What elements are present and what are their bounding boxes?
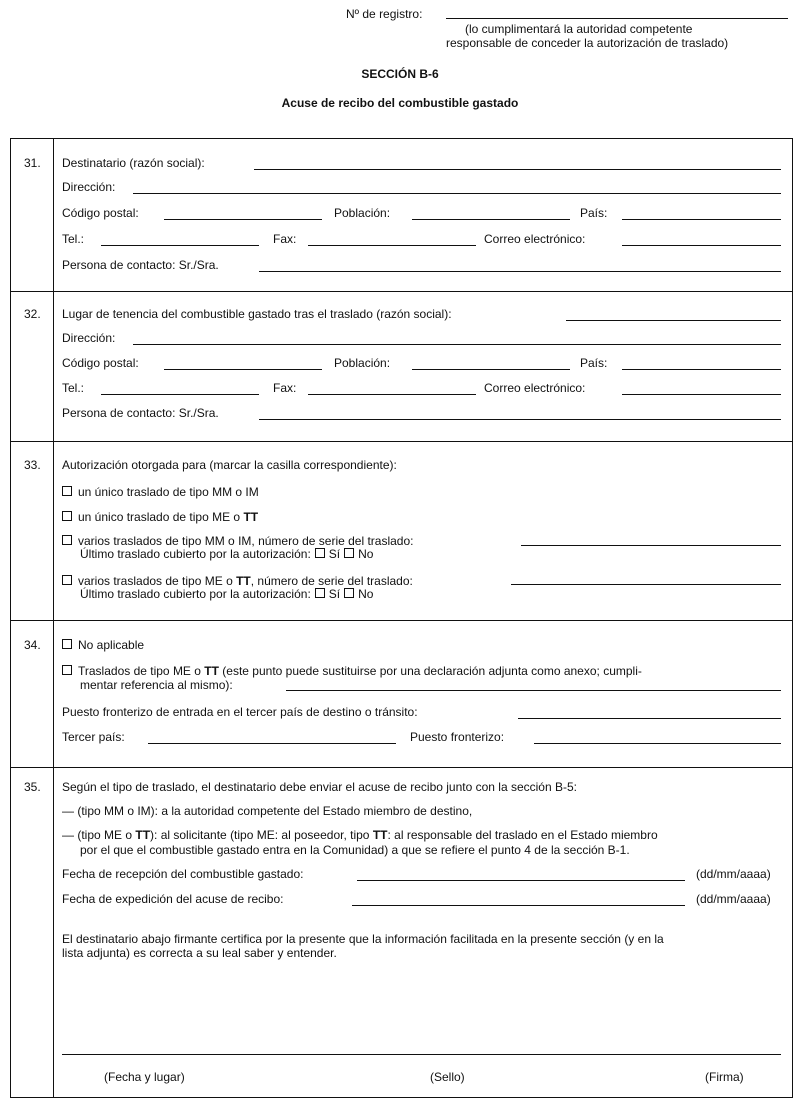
holding-place-label: Lugar de tenencia del combustible gastado tras el traslado (razón social): (62, 307, 452, 321)
city-label: Población: (334, 356, 391, 370)
phone-field[interactable] (101, 394, 259, 395)
no-checkbox[interactable] (344, 588, 354, 598)
receipt-intro: Según el tipo de traslado, el destinatario debe enviar el acuse de recibo junto con la sección B-5: (62, 780, 577, 794)
address-label: Dirección: (62, 180, 116, 194)
postal-code-label: Código postal: (62, 206, 139, 220)
multiple-shipments-me-tt-option[interactable]: varios traslados de tipo ME o TT, número de serie del traslado: (62, 574, 413, 588)
reference-field[interactable] (286, 690, 781, 691)
address-label: Dirección: (62, 331, 116, 345)
last-shipment-row: Último traslado cubierto por la autorización: Sí No (80, 587, 374, 601)
address-field[interactable] (133, 344, 781, 345)
me-tt-shipments-option[interactable]: Traslados de tipo ME o TT (este punto puede sustituirse por una declaración adjunta como anexo; cumpli- (62, 664, 642, 678)
contact-person-label: Persona de contacto: Sr./Sra. (62, 258, 219, 272)
list-item: — (tipo MM o IM): a la autoridad competente del Estado miembro de destino, (62, 804, 473, 818)
address-field[interactable] (133, 193, 781, 194)
section-number: 32. (24, 307, 41, 321)
country-field[interactable] (622, 219, 781, 220)
date-format-hint: (dd/mm/aaaa) (696, 892, 771, 906)
reference-label: mentar referencia al mismo): (80, 678, 233, 692)
city-field[interactable] (412, 369, 570, 370)
phone-label: Tel.: (62, 381, 85, 395)
yes-checkbox[interactable] (315, 588, 325, 598)
holding-place-field[interactable] (566, 320, 781, 321)
list-item-continuation: por el que el combustible gastado entra en la Comunidad) a que se refiere el punto 4 de la sección B-1. (80, 843, 630, 857)
authorization-intro: Autorización otorgada para (marcar la casilla correspondiente): (62, 458, 397, 472)
registration-note-2: responsable de conceder la autorización de traslado) (446, 36, 729, 50)
registration-label: Nº de registro: (346, 7, 423, 21)
country-label: País: (580, 206, 608, 220)
section-number: 33. (24, 458, 41, 472)
section-divider (10, 767, 793, 768)
border-post-field[interactable] (534, 743, 781, 744)
contact-person-field[interactable] (259, 419, 781, 420)
section-number: 31. (24, 156, 41, 170)
email-label: Correo electrónico: (484, 232, 586, 246)
contact-person-field[interactable] (259, 271, 781, 272)
multiple-shipments-mm-im-option[interactable]: varios traslados de tipo MM o IM, número de serie del traslado: (62, 534, 413, 548)
list-item: — (tipo ME o TT): al solicitante (tipo ME: al poseedor, tipo TT: al responsable del traslado en el Estado miembro (62, 828, 658, 842)
section-number: 34. (24, 638, 41, 652)
registration-number-field[interactable] (446, 18, 788, 19)
border-entry-label: Puesto fronterizo de entrada en el tercer país de destino o tránsito: (62, 705, 418, 719)
fax-label: Fax: (273, 381, 297, 395)
no-checkbox[interactable] (344, 548, 354, 558)
issue-date-field[interactable] (352, 905, 685, 906)
third-country-field[interactable] (148, 743, 396, 744)
fax-label: Fax: (273, 232, 297, 246)
single-shipment-mm-im-option[interactable]: un único traslado de tipo MM o IM (62, 485, 259, 499)
phone-field[interactable] (101, 245, 259, 246)
checkbox[interactable] (62, 575, 72, 585)
third-country-label: Tercer país: (62, 730, 125, 744)
signature-caption: (Firma) (705, 1070, 744, 1084)
receipt-date-field[interactable] (357, 880, 685, 881)
number-column-divider (53, 138, 54, 1098)
postal-code-label: Código postal: (62, 356, 139, 370)
serial-number-field[interactable] (521, 545, 781, 546)
country-field[interactable] (622, 369, 781, 370)
section-divider (10, 441, 793, 442)
certification-text: lista adjunta) es correcta a su leal saber y entender. (62, 946, 337, 960)
checkbox[interactable] (62, 665, 72, 675)
postal-code-field[interactable] (164, 219, 322, 220)
checkbox[interactable] (62, 535, 72, 545)
checkbox[interactable] (62, 639, 72, 649)
date-format-hint: (dd/mm/aaaa) (696, 867, 771, 881)
border-post-label: Puesto fronterizo: (410, 730, 505, 744)
section-divider (10, 291, 793, 292)
not-applicable-option[interactable]: No aplicable (62, 638, 144, 652)
section-divider (10, 620, 793, 621)
signature-line[interactable] (62, 1054, 781, 1055)
fax-field[interactable] (308, 245, 476, 246)
addressee-field[interactable] (254, 169, 781, 170)
city-field[interactable] (412, 219, 570, 220)
checkbox[interactable] (62, 486, 72, 496)
border-entry-field[interactable] (518, 718, 781, 719)
country-label: País: (580, 356, 608, 370)
yes-checkbox[interactable] (315, 548, 325, 558)
checkbox[interactable] (62, 511, 72, 521)
page-subtitle: Acuse de recibo del combustible gastado (281, 96, 519, 110)
section-title: SECCIÓN B-6 (361, 67, 439, 81)
contact-person-label: Persona de contacto: Sr./Sra. (62, 406, 219, 420)
email-field[interactable] (622, 394, 781, 395)
registration-note-1: (lo cumplimentará la autoridad competente (465, 22, 693, 36)
email-label: Correo electrónico: (484, 381, 586, 395)
postal-code-field[interactable] (164, 369, 322, 370)
addressee-label: Destinatario (razón social): (62, 156, 205, 170)
issue-date-label: Fecha de expedición del acuse de recibo: (62, 892, 284, 906)
date-place-caption: (Fecha y lugar) (104, 1070, 185, 1084)
phone-label: Tel.: (62, 232, 85, 246)
receipt-date-label: Fecha de recepción del combustible gastado: (62, 867, 304, 881)
serial-number-field[interactable] (511, 584, 781, 585)
last-shipment-row: Último traslado cubierto por la autorización: Sí No (80, 547, 374, 561)
section-number: 35. (24, 780, 41, 794)
certification-text: El destinatario abajo firmante certifica por la presente que la información facilitada en la presente sección (y en la (62, 932, 664, 946)
fax-field[interactable] (308, 394, 476, 395)
city-label: Población: (334, 206, 391, 220)
seal-caption: (Sello) (430, 1070, 465, 1084)
single-shipment-me-tt-option[interactable]: un único traslado de tipo ME o TT (62, 510, 258, 524)
email-field[interactable] (622, 245, 781, 246)
